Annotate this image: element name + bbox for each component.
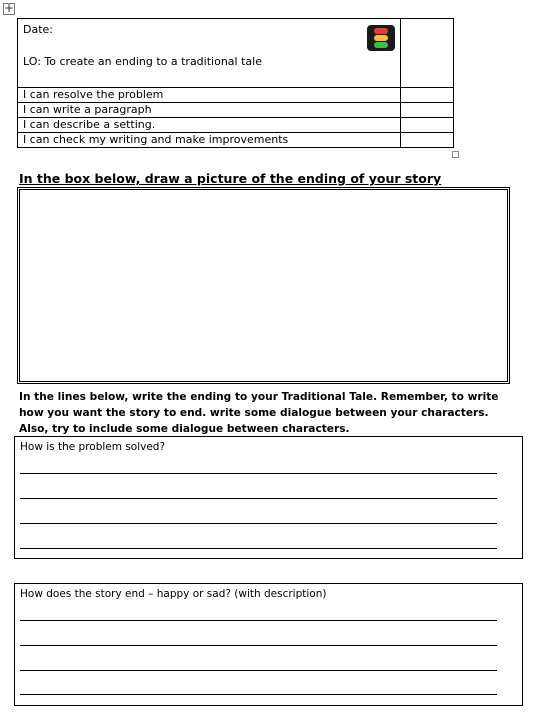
date-label: Date: xyxy=(23,23,53,36)
writing-instructions: In the lines below, write the ending to your Traditional Tale. Remember, to write how you want the story to end. write some dialogue between your characters. Also, try to include some dialogue between characters. xyxy=(19,391,499,435)
writing-box-ending[interactable] xyxy=(14,583,523,706)
writing-line xyxy=(20,548,497,549)
writing-line xyxy=(20,523,497,524)
writing-box-problem[interactable] xyxy=(14,436,523,559)
criterion-check-cell[interactable] xyxy=(401,133,454,148)
drawing-heading: In the box below, draw a picture of the ending of your story xyxy=(19,171,442,186)
traffic-light-icon xyxy=(367,25,395,51)
table-resize-handle[interactable] xyxy=(452,151,459,158)
self-assessment-cell[interactable] xyxy=(401,19,454,88)
writing-prompt: How does the story end – happy or sad? (with description) xyxy=(20,588,327,600)
writing-line xyxy=(20,620,497,621)
amber-light xyxy=(374,35,388,41)
writing-line xyxy=(20,498,497,499)
criterion-row: I can describe a setting. xyxy=(18,118,401,133)
criterion-row: I can resolve the problem xyxy=(18,88,401,103)
drawing-box[interactable] xyxy=(17,187,510,384)
writing-line xyxy=(20,694,497,695)
learning-objective: LO: To create an ending to a traditional tale xyxy=(23,55,262,68)
criterion-check-cell[interactable] xyxy=(401,103,454,118)
writing-line xyxy=(20,473,497,474)
criterion-check-cell[interactable] xyxy=(401,118,454,133)
writing-line xyxy=(20,670,497,671)
green-light xyxy=(374,42,388,48)
red-light xyxy=(374,28,388,34)
learning-objective-table xyxy=(17,18,454,148)
criterion-row: I can write a paragraph xyxy=(18,103,401,118)
date-lo-cell[interactable] xyxy=(18,19,401,88)
criterion-row: I can check my writing and make improvements xyxy=(18,133,401,148)
writing-line xyxy=(20,645,497,646)
table-move-handle[interactable]: + xyxy=(4,1,15,15)
criterion-check-cell[interactable] xyxy=(401,88,454,103)
writing-prompt: How is the problem solved? xyxy=(20,441,166,453)
